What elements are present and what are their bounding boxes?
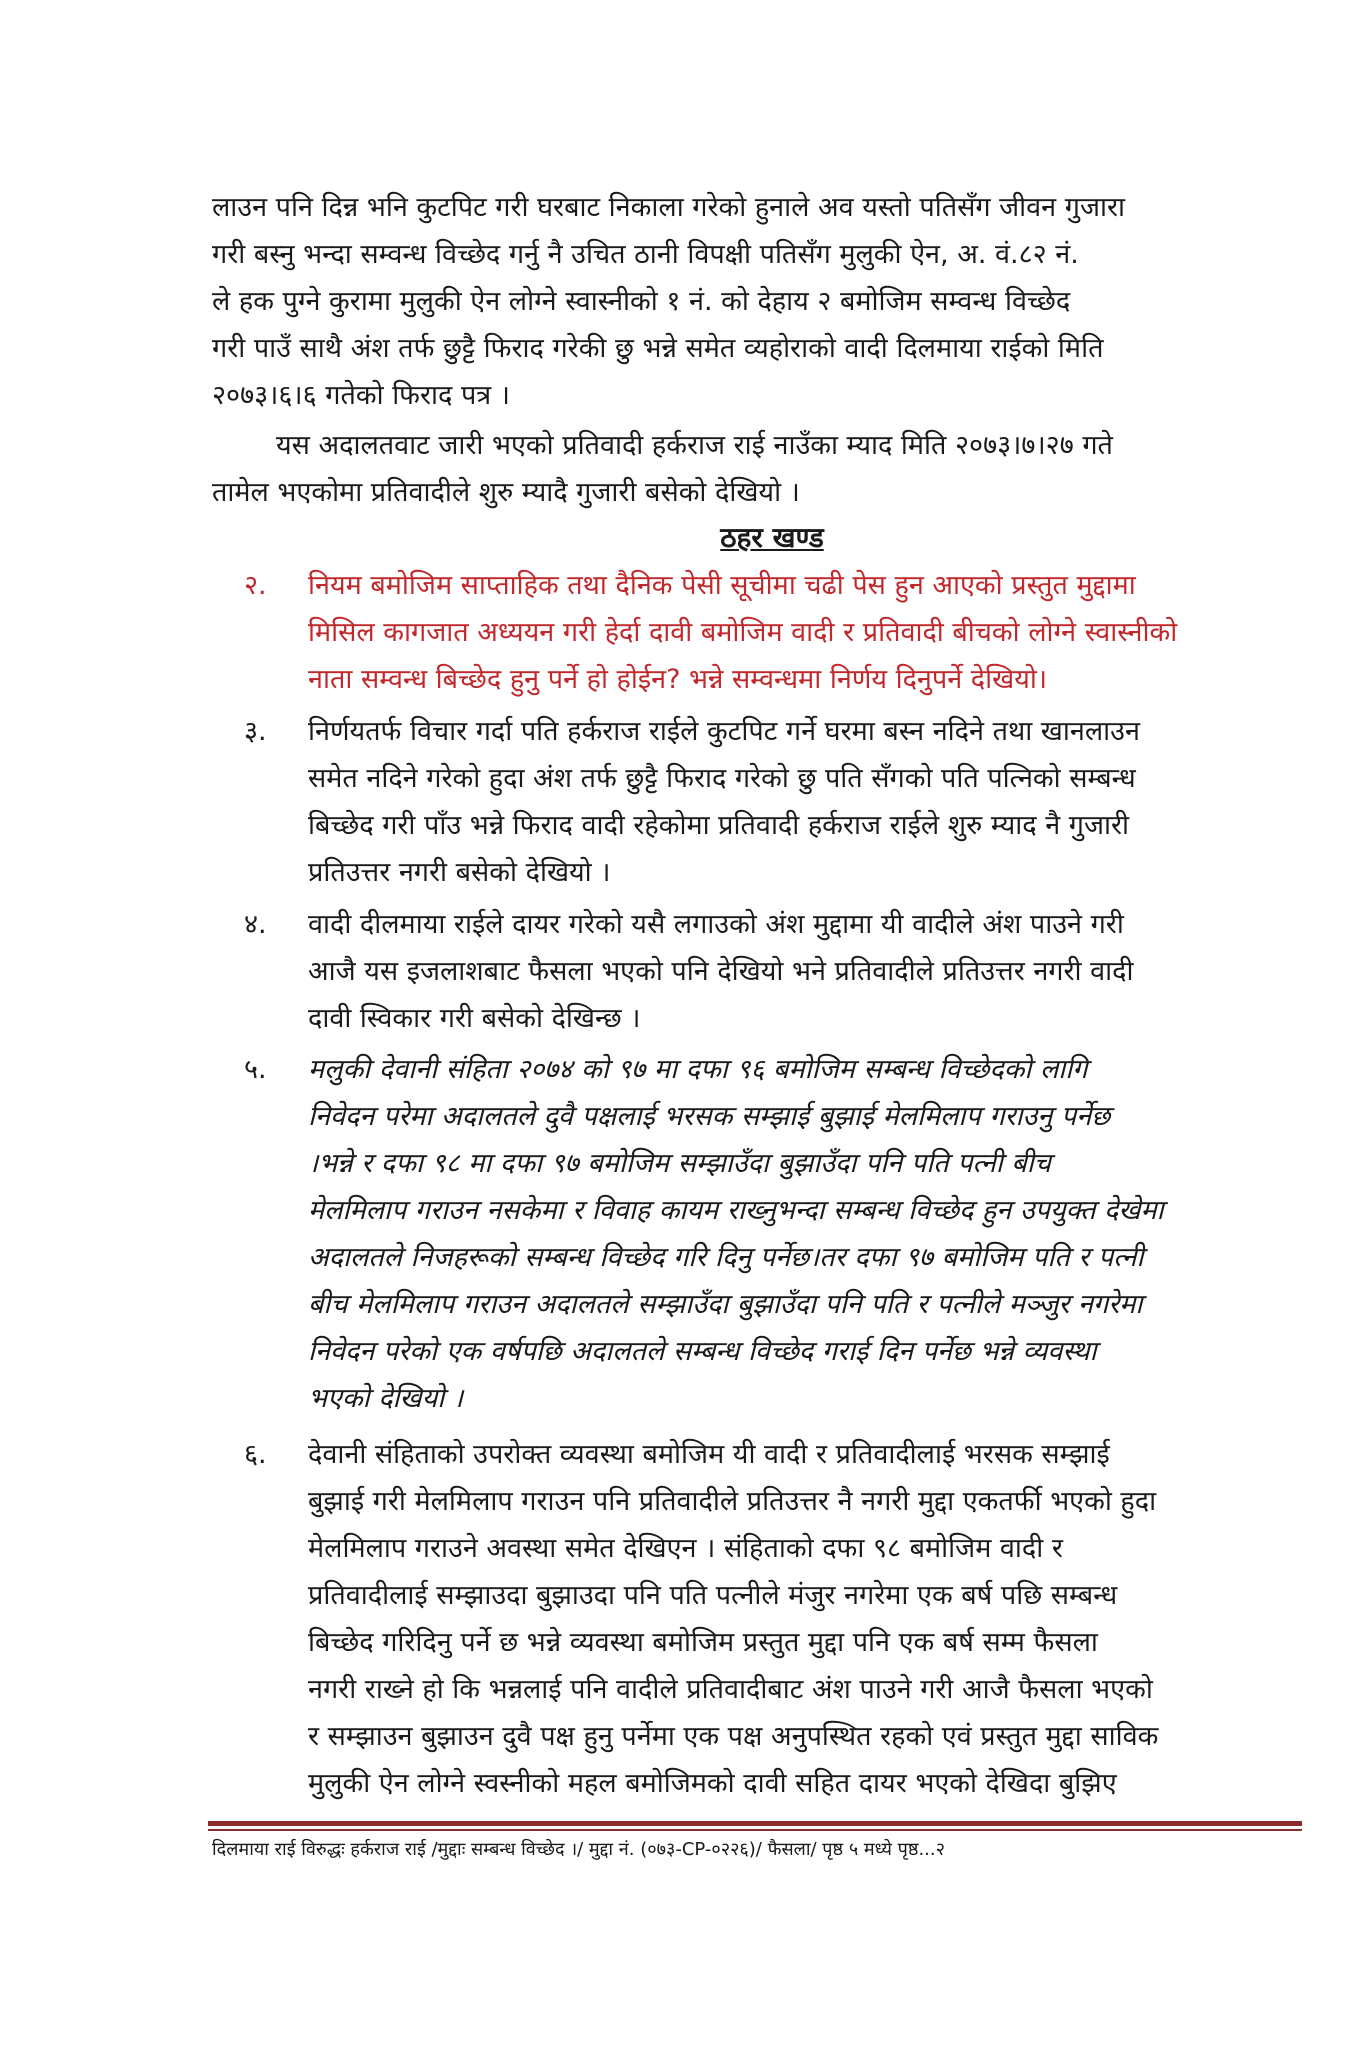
text-line: बिच्छेद गरिदिनु पर्ने छ भन्ने व्यवस्था बमोजिम प्रस्तुत मुद्दा पनि एक बर्ष सम्म फैसला — [308, 1627, 1098, 1658]
text-line: समेत नदिने गरेको हुदा अंश तर्फ छुट्टै फिराद गरेको छु पति सँगको पति पत्निको सम्बन्ध — [308, 763, 1136, 794]
text-line: मुलुकी ऐन लोग्ने स्वस्नीको महल बमोजिमको दावी सहित दायर भएको देखिदा बुझिए — [308, 1768, 1117, 1799]
item-number: ३. — [244, 716, 267, 747]
item-number: २. — [244, 570, 267, 601]
text-line: वादी दीलमाया राईले दायर गरेको यसै लगाउको अंश मुद्दामा यी वादीले अंश पाउने गरी — [308, 909, 1124, 940]
section-heading: ठहर खण्ड — [720, 521, 824, 554]
text-line: तामेल भएकोमा प्रतिवादीले शुरु म्यादै गुजारी बसेको देखियो । — [212, 477, 800, 508]
text-line: देवानी संहिताको उपरोक्त व्यवस्था बमोजिम यी वादी र प्रतिवादीलाई भरसक सम्झाई — [308, 1439, 1110, 1470]
text-line: बुझाई गरी मेलमिलाप गराउन पनि प्रतिवादीले प्रतिउत्तर नै नगरी मुद्दा एकतर्फी भएको हुदा — [308, 1486, 1157, 1517]
text-line: निवेदन परेमा अदालतले दुवै पक्षलाई भरसक सम्झाई बुझाई मेलमिलाप गराउनु पर्नेछ — [308, 1101, 1111, 1132]
intro-paragraph — [212, 184, 1300, 419]
text-line: भएको देखियो । — [308, 1383, 464, 1414]
numbered-item-5 — [244, 1046, 1300, 1422]
summons-paragraph — [212, 422, 1300, 516]
text-line: मिसिल कागजात अध्ययन गरी हेर्दा दावी बमोजिम वादी र प्रतिवादी बीचको लोग्ने स्वास्नीको — [308, 617, 1178, 648]
item-number: ४. — [244, 909, 267, 940]
footer-divider-thin — [208, 1829, 1302, 1831]
text-line: नाता सम्वन्ध बिच्छेद हुनु पर्ने हो होईन? भन्ने सम्वन्धमा निर्णय दिनुपर्ने देखियो। — [308, 664, 1048, 695]
text-line: अदालतले निजहरूको सम्बन्ध विच्छेद गरि दिनु पर्नेछ।तर दफा ९७ बमोजिम पति र पत्नी — [308, 1242, 1144, 1273]
item-number: ५. — [244, 1054, 267, 1085]
numbered-item-6 — [244, 1431, 1300, 1807]
numbered-item-3 — [244, 708, 1300, 896]
text-line: ।भन्ने र दफा ९८ मा दफा ९७ बमोजिम सम्झाउँदा बुझाउँदा पनि पति पत्नी बीच — [308, 1148, 1051, 1179]
page-footer: दिलमाया राई विरुद्धः हर्कराज राई /मुद्दाः सम्बन्ध विच्छेद ।/ मुद्दा नं. (०७३-CP-०२२६)/ फैसला/ पृष्ठ ५ मध्ये पृष्ठ...२ — [212, 1839, 945, 1860]
text-line: मलुकी देवानी संहिता २०७४ को ९७ मा दफा ९६ बमोजिम सम्बन्ध विच्छेदको लागि — [308, 1054, 1088, 1085]
text-line: निवेदन परेको एक वर्षपछि अदालतले सम्बन्ध विच्छेद गराई दिन पर्नेछ भन्ने व्यवस्था — [308, 1336, 1097, 1367]
numbered-item-4 — [244, 901, 1300, 1042]
text-line: प्रतिवादीलाई सम्झाउदा बुझाउदा पनि पति पत्नीले मंजुर नगरेमा एक बर्ष पछि सम्बन्ध — [308, 1580, 1118, 1611]
text-line: गरी पाउँ साथै अंश तर्फ छुट्टै फिराद गरेकी छु भन्ने समेत व्यहोराको वादी दिलमाया राईको मिति — [212, 333, 1104, 364]
text-line: आजै यस इजलाशबाट फैसला भएको पनि देखियो भने प्रतिवादीले प्रतिउत्तर नगरी वादी — [308, 956, 1134, 987]
item-number: ६. — [244, 1439, 267, 1470]
text-line: दावी स्विकार गरी बसेको देखिन्छ । — [308, 1003, 641, 1034]
text-line: नगरी राख्ने हो कि भन्नलाई पनि वादीले प्रतिवादीबाट अंश पाउने गरी आजै फैसला भएको — [308, 1674, 1153, 1705]
text-line: लाउन पनि दिन्न भनि कुटपिट गरी घरबाट निकाला गरेको हुनाले अव यस्तो पतिसँग जीवन गुजारा — [212, 192, 1126, 223]
text-line: यस अदालतवाट जारी भएको प्रतिवादी हर्कराज राई नाउँका म्याद मिति २०७३।७।२७ गते — [276, 430, 1113, 461]
text-line: प्रतिउत्तर नगरी बसेको देखियो । — [308, 857, 611, 888]
numbered-item-2 — [244, 562, 1300, 703]
footer-divider — [208, 1821, 1302, 1826]
text-line: मेलमिलाप गराउने अवस्था समेत देखिएन । संहिताको दफा ९८ बमोजिम वादी र — [308, 1533, 1063, 1564]
text-line: बिच्छेद गरी पाँउ भन्ने फिराद वादी रहेकोमा प्रतिवादी हर्कराज राईले शुरु म्याद नै गुजारी — [308, 810, 1130, 841]
text-line: बीच मेलमिलाप गराउन अदालतले सम्झाउँदा बुझाउँदा पनि पति र पत्नीले मञ्जुर नगरेमा — [308, 1289, 1143, 1320]
text-line: नियम बमोजिम साप्ताहिक तथा दैनिक पेसी सूचीमा चढी पेस हुन आएको प्रस्तुत मुद्दामा — [308, 570, 1136, 601]
text-line: मेलमिलाप गराउन नसकेमा र विवाह कायम राख्नुभन्दा सम्बन्ध विच्छेद हुन उपयुक्त देखेमा — [308, 1195, 1164, 1226]
text-line: गरी बस्नु भन्दा सम्वन्ध विच्छेद गर्नु नै उचित ठानी विपक्षी पतिसँग मुलुकी ऐन, अ. वं.८२ नं. — [212, 239, 1079, 270]
text-line: र सम्झाउन बुझाउन दुवै पक्ष हुनु पर्नेमा एक पक्ष अनुपस्थित रहको एवं प्रस्तुत मुद्दा साविक — [308, 1721, 1159, 1752]
text-line: निर्णयतर्फ विचार गर्दा पति हर्कराज राईले कुटपिट गर्ने घरमा बस्न नदिने तथा खानलाउन — [308, 716, 1140, 747]
text-line: २०७३।६।६ गतेको फिराद पत्र । — [212, 380, 511, 411]
text-line: ले हक पुग्ने कुरामा मुलुकी ऐन लोग्ने स्वास्नीको १ नं. को देहाय २ बमोजिम सम्वन्ध विच्छेद — [212, 286, 1071, 317]
